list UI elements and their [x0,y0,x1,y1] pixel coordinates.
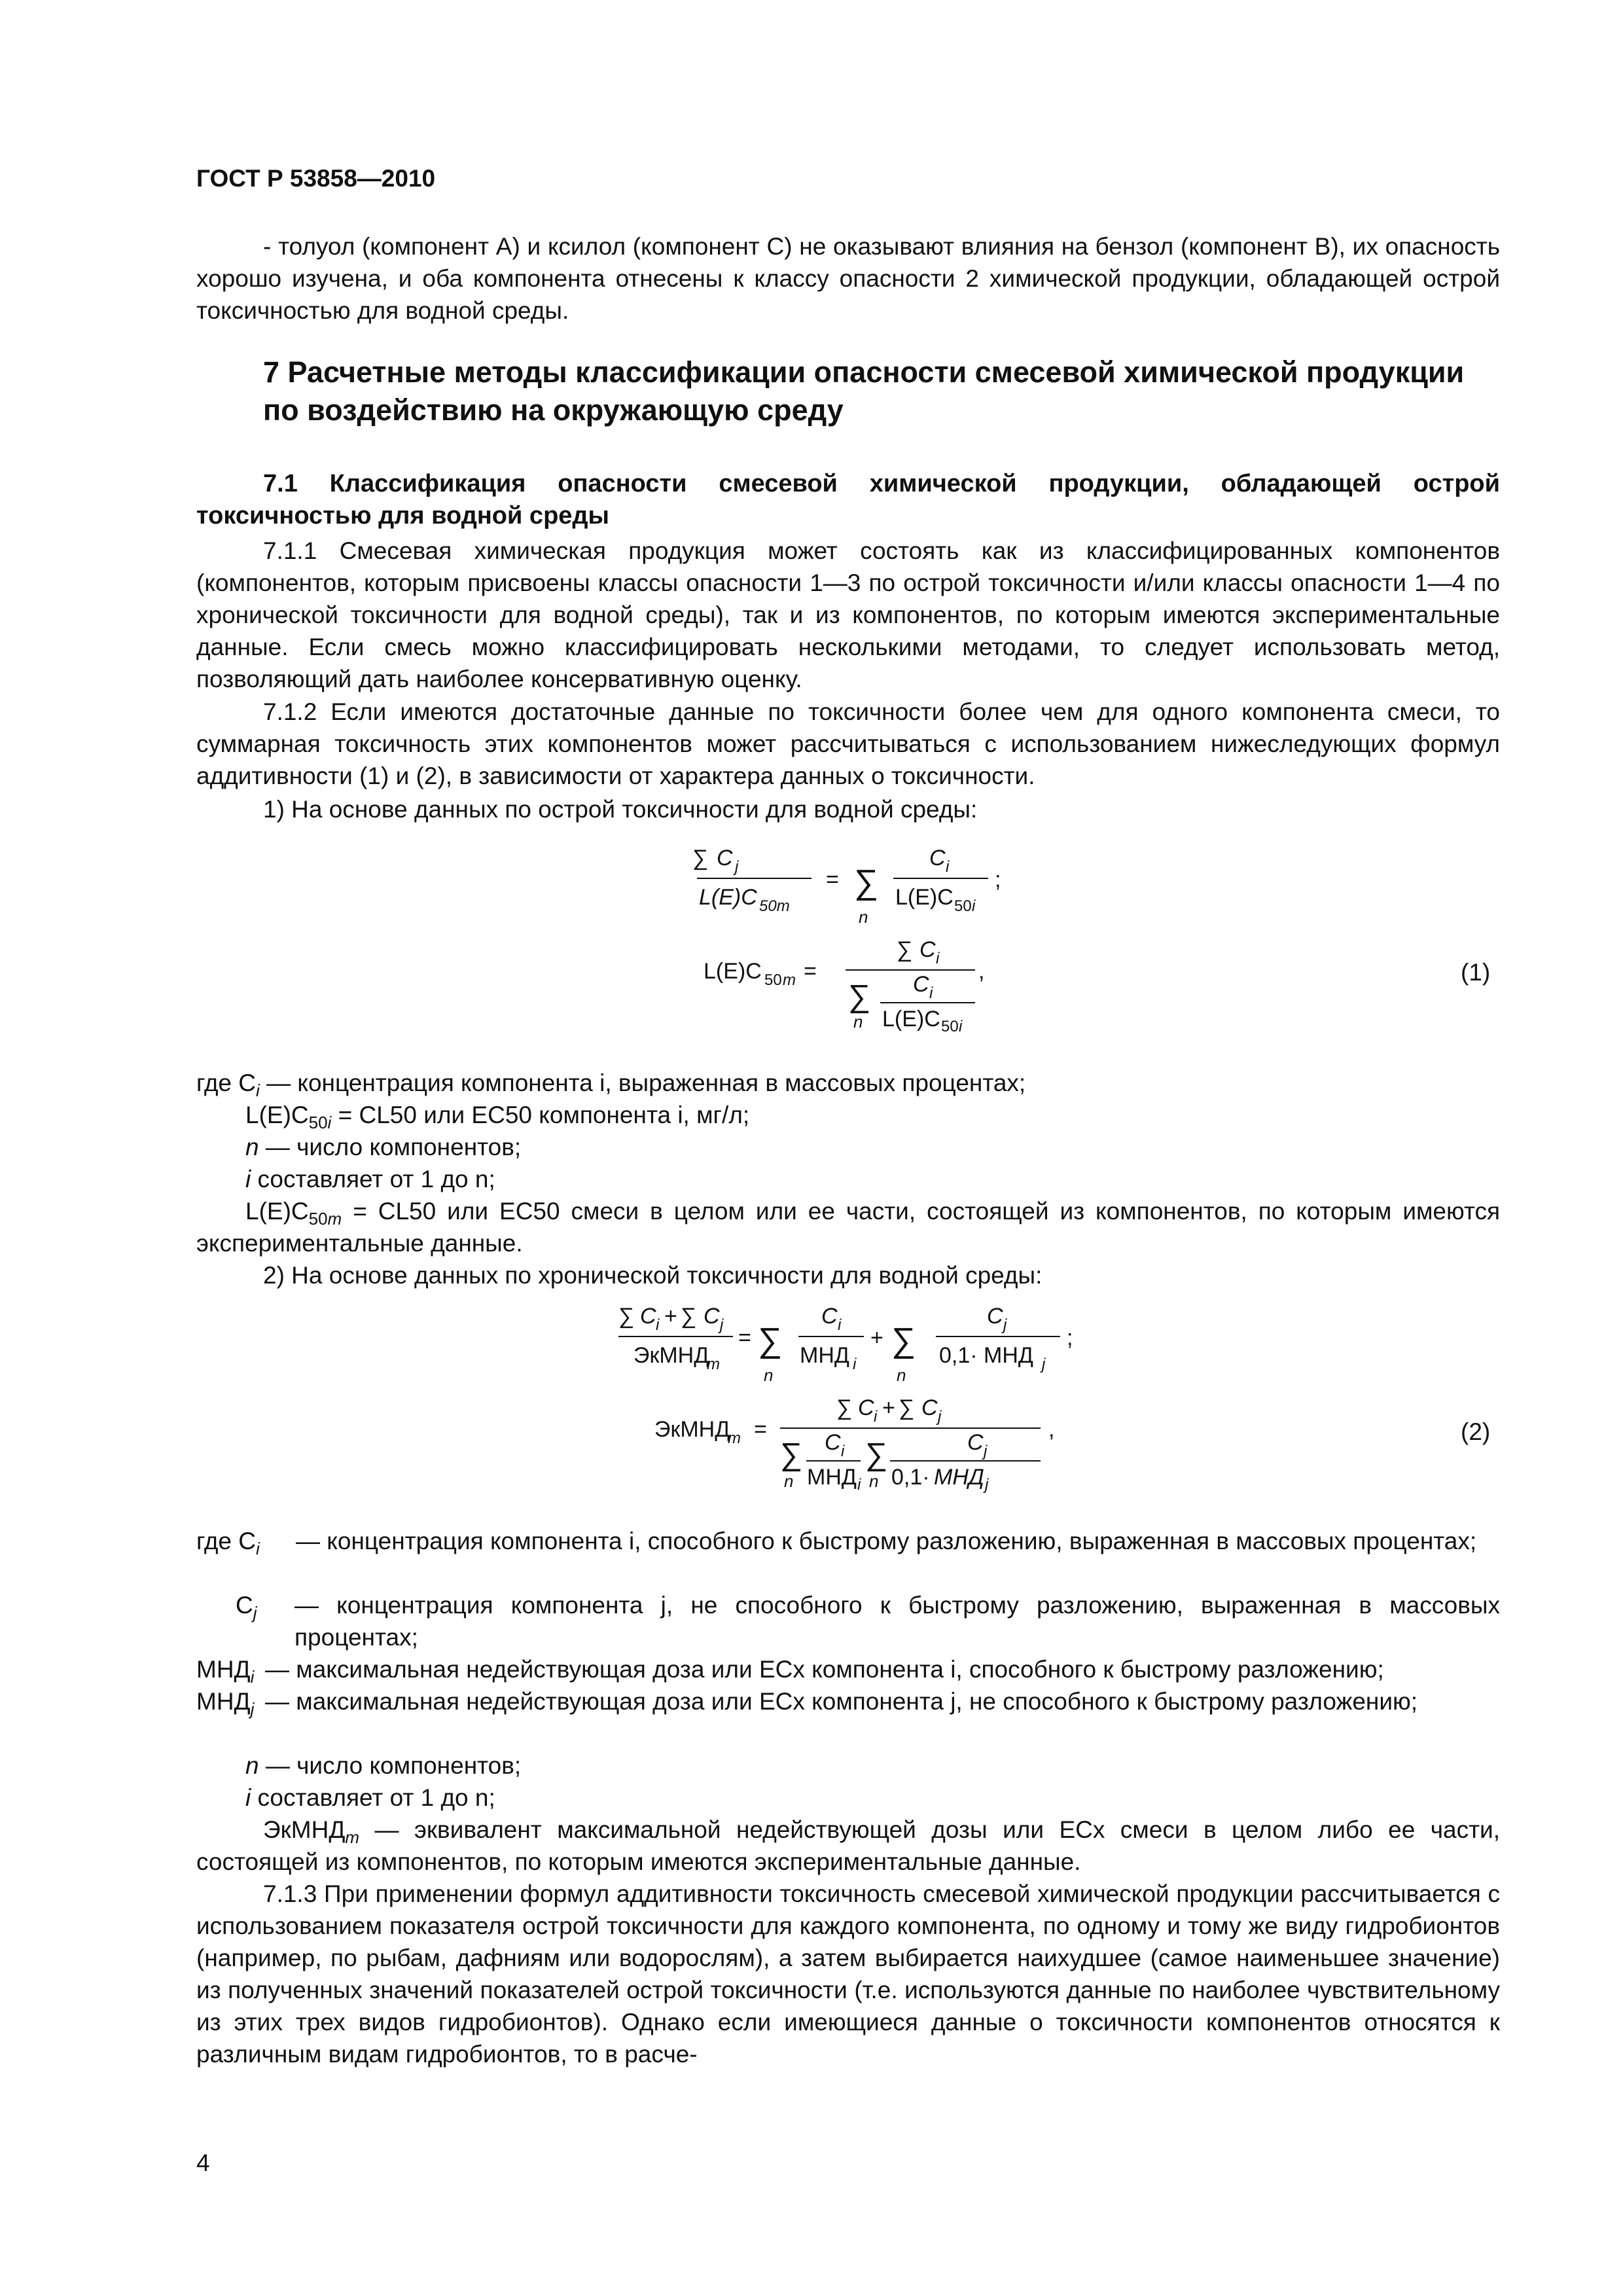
equation-number-2: (2) [1461,1418,1491,1445]
mndj-definition-text: — максимальная недействующая доза или ECx компонента j, не способного к быстрому разложению; [265,1688,1418,1715]
n-definition-text: — число компонентов; [265,1134,522,1160]
svg-text:=: = [754,1417,767,1442]
mndi-definition-text: — максимальная недействующая доза или ECx компонента i, способного к быстрому разложению; [265,1656,1384,1683]
svg-text:m: m [728,1429,741,1447]
svg-text:L(E)C: L(E)C [882,1007,940,1031]
svg-text:C: C [913,972,929,997]
definition-ekmnd: ЭкМНД$_m$ — эквивалент максимальной недействующей дозы или ECx смеси в целом либо ее части, состоящей из компонентов, по которым имеются экспериментальные данные. [196,1816,1501,1875]
svg-text:МНД: МНД [800,1343,849,1368]
svg-text:∑: ∑ [854,863,879,901]
svg-text:∑: ∑ [899,1395,915,1420]
svg-text:;: ; [1067,1325,1073,1350]
svg-text:C: C [640,1304,656,1329]
svg-text:j: j [720,1316,724,1334]
svg-text:=: = [738,1325,751,1350]
svg-text:,: , [978,959,985,984]
svg-text:i: i [874,1408,878,1426]
definition-n-1: n — число компонентов; [245,1134,522,1160]
paragraph-7-1-1: 7.1.1 Смесевая химическая продукция может состоять как из классифицированных компонентов (компонентов, которым присвоены классы опасности 1—3 по острой токсичности и/или классы опасности 1—4 по хронической токсичности для водной среды), так и из компонентов, по которым имеются экспериментальные данные. Если смесь можно классифицировать несколькими методами, то следует использовать метод, позволяющий дать наиболее консервативную оценку. [196,537,1500,692]
page-number: 4 [196,2149,210,2176]
definition-lecm-1: $L(E)C_{50m} = CL50$ или EC50 смеси в целом или ее части, состоящей из компонентов, по которым имеются экспериментальные данные. [196,1198,1501,1257]
svg-text:j: j [985,1476,989,1494]
svg-text:∑: ∑ [836,1395,853,1420]
svg-text:+: + [664,1304,677,1329]
svg-text:=: = [826,867,839,892]
where-word-2: где [196,1528,232,1554]
n-2-definition-text: — число компонентов; [265,1752,522,1779]
svg-text:C: C [987,1304,1003,1329]
svg-text:i: i [959,1018,963,1035]
svg-text:0,1· МНД: 0,1· МНД [939,1343,1033,1368]
svg-text:i: i [857,1476,861,1494]
ekmnd-definition-text: — эквивалент максимальной недействующей дозы или ECx смеси в целом либо ее части, состоящей из компонентов, по которым имеются экспериментальные данные. [196,1816,1501,1875]
svg-text:C: C [704,1304,720,1329]
svg-text:ЭкМНД: ЭкМНД [633,1343,709,1368]
svg-text:МНД: МНД [807,1465,857,1490]
ci-definition-text: — концентрация компонента i, выраженная в массовых процентах; [266,1069,1026,1096]
svg-text:m: m [783,971,796,989]
svg-text:n: n [859,907,868,927]
svg-text:∑: ∑ [692,846,709,870]
svg-text:∑: ∑ [865,1437,888,1472]
svg-text:∑: ∑ [897,937,913,962]
svg-text:L(E)C: L(E)C [704,959,762,984]
svg-text:∑: ∑ [758,1321,783,1359]
section-7-title: 7 Расчетные методы классификации опасности смесевой химической продукции по воздействию на окружающую среду [263,355,1465,427]
i-definition-text: составляет от 1 до n; [257,1166,495,1193]
svg-text:C: C [929,846,946,870]
svg-text:i: i [929,984,933,1002]
svg-text:j: j [938,1408,942,1426]
svg-text:i: i [972,897,976,915]
svg-text:;: ; [995,867,1001,892]
svg-text:∑: ∑ [780,1437,803,1472]
cj-definition-text: — концентрация компонента j, не способного к быстрому разложению, выраженная в массовых процентах; [294,1592,1500,1651]
svg-text:n: n [764,1365,774,1385]
list-item-2: 2) На основе данных по хронической токсичности для водной среды: [263,1262,1043,1289]
svg-text:∑: ∑ [618,1304,635,1329]
lecm-definition-text: = CL50 или EC50 смеси в целом или ее части, состоящей из компонентов, по которым имеются экспериментальные данные. [196,1198,1501,1257]
svg-text:n: n [853,1012,863,1031]
svg-text:j: j [735,858,739,876]
svg-text:C: C [858,1395,874,1420]
definition-mndj: $МНД_j$ — максимальная недействующая доза или ECx компонента j, не способного к быстрому разложению; [196,1685,1500,1749]
svg-text:i: i [936,950,940,967]
ci-2-definition-text: — концентрация компонента i, способного к быстрому разложению, выраженная в массовых процентах; [296,1528,1477,1554]
svg-text:+: + [870,1325,883,1350]
section-7-1-title: 7.1 Классификация опасности смесевой химической продукции, обладающей острой токсичностью для водной среды [196,470,1500,529]
svg-text:50: 50 [941,1018,959,1035]
svg-text:i: i [841,1443,845,1460]
definition-cj-2: $C_j$ — концентрация компонента j, не способного к быстрому разложению, выраженная в массовых процентах; [196,1589,1500,1653]
svg-text:i: i [656,1316,660,1334]
svg-text:j: j [1042,1355,1046,1373]
svg-text:50m: 50m [759,897,790,915]
standard-header: ГОСТ Р 53858—2010 [196,165,436,192]
svg-text:C: C [821,1304,838,1329]
svg-text:C: C [825,1430,841,1455]
definition-lec-1: $L(E)C_{50i} = CL50$ или EC50 компонента i, мг/л; [245,1102,750,1132]
svg-text:=: = [804,959,817,984]
svg-text:i: i [838,1316,842,1334]
definition-i-1: i составляет от 1 до n; [245,1166,495,1193]
svg-text:50: 50 [954,897,972,915]
svg-text:50: 50 [764,971,782,989]
svg-text:C: C [967,1430,984,1455]
formula-2 [609,1289,1499,1538]
where-word: где [196,1069,232,1096]
svg-text:C: C [919,937,936,962]
svg-text:L(E)C: L(E)C [699,885,757,910]
svg-text:i: i [853,1355,857,1373]
svg-text:j: j [1003,1316,1007,1334]
paragraph-7-1-3: 7.1.3 При применении формул аддитивности токсичность смесевой химической продукции рассчитывается с использованием показателя острой токсичности для каждого компонента, по одному и тому же виду гидробионтов (например, по рыбам, дафниям или водорослям), а затем выбирается наихудшее (самое наименьшее значение) из полученных значений показателей острой токсичности (т.е. используются данные по наиболее чувствительному из этих трех видов гидробионтов). Однако если имеющиеся данные о токсичности компонентов относятся к различным видам гидробионтов, то в расче- [196,1880,1500,2068]
definition-ci-2: где $C_i$ — концентрация компонента i, способного к быстрому разложению, выраженная в массовых процентах; [196,1525,1500,1589]
i-2-definition-text: составляет от 1 до n; [257,1784,495,1811]
definition-n-2: n — число компонентов; [245,1752,522,1779]
definition-ci-1: где $C_i$ — концентрация компонента i, выраженная в массовых процентах; [196,1069,1026,1100]
svg-text:C: C [921,1395,938,1420]
svg-text:0,1·: 0,1· [891,1465,930,1490]
svg-text:j: j [984,1443,988,1460]
svg-text:ЭкМНД: ЭкМНД [654,1417,730,1442]
svg-text:m: m [707,1355,720,1373]
svg-text:+: + [882,1395,895,1420]
svg-text:n: n [897,1365,906,1385]
intro-paragraph: - толуол (компонент А) и ксилол (компонент С) не оказывают влияния на бензол (компонент В), их опасность хорошо изучена, и оба компонента отнесены к классу опасности 2 химической продукции, обладающей острой токсичностью для водной среды. [196,233,1500,324]
definition-i-2: i составляет от 1 до n; [245,1784,495,1811]
svg-text:∑: ∑ [848,979,871,1014]
equation-number-1: (1) [1461,959,1491,986]
list-item-1: 1) На основе данных по острой токсичности для водной среды: [263,796,978,823]
definition-mndi: $МНД_i$ — максимальная недействующая доза или ECx компонента i, способного к быстрому разложению; [196,1653,1500,1685]
svg-text:C: C [717,846,733,870]
svg-text:n: n [784,1471,794,1491]
svg-text:n: n [869,1471,879,1491]
formula-1 [654,831,1505,1080]
svg-text:i: i [946,858,950,876]
svg-text:∑: ∑ [681,1304,697,1329]
svg-text:L(E)C: L(E)C [895,885,954,910]
svg-text:МНД: МНД [934,1465,984,1490]
svg-text:,: , [1048,1417,1055,1442]
lec-definition-text: = CL50 или EC50 компонента i, мг/л; [338,1102,750,1128]
paragraph-7-1-2: 7.1.2 Если имеются достаточные данные по токсичности более чем для одного компонента смеси, то суммарная токсичность этих компонентов может рассчитываться с использованием нижеследующих формул аддитивности (1) и (2), в зависимости от характера данных о токсичности. [196,698,1500,789]
svg-text:∑: ∑ [891,1321,916,1359]
